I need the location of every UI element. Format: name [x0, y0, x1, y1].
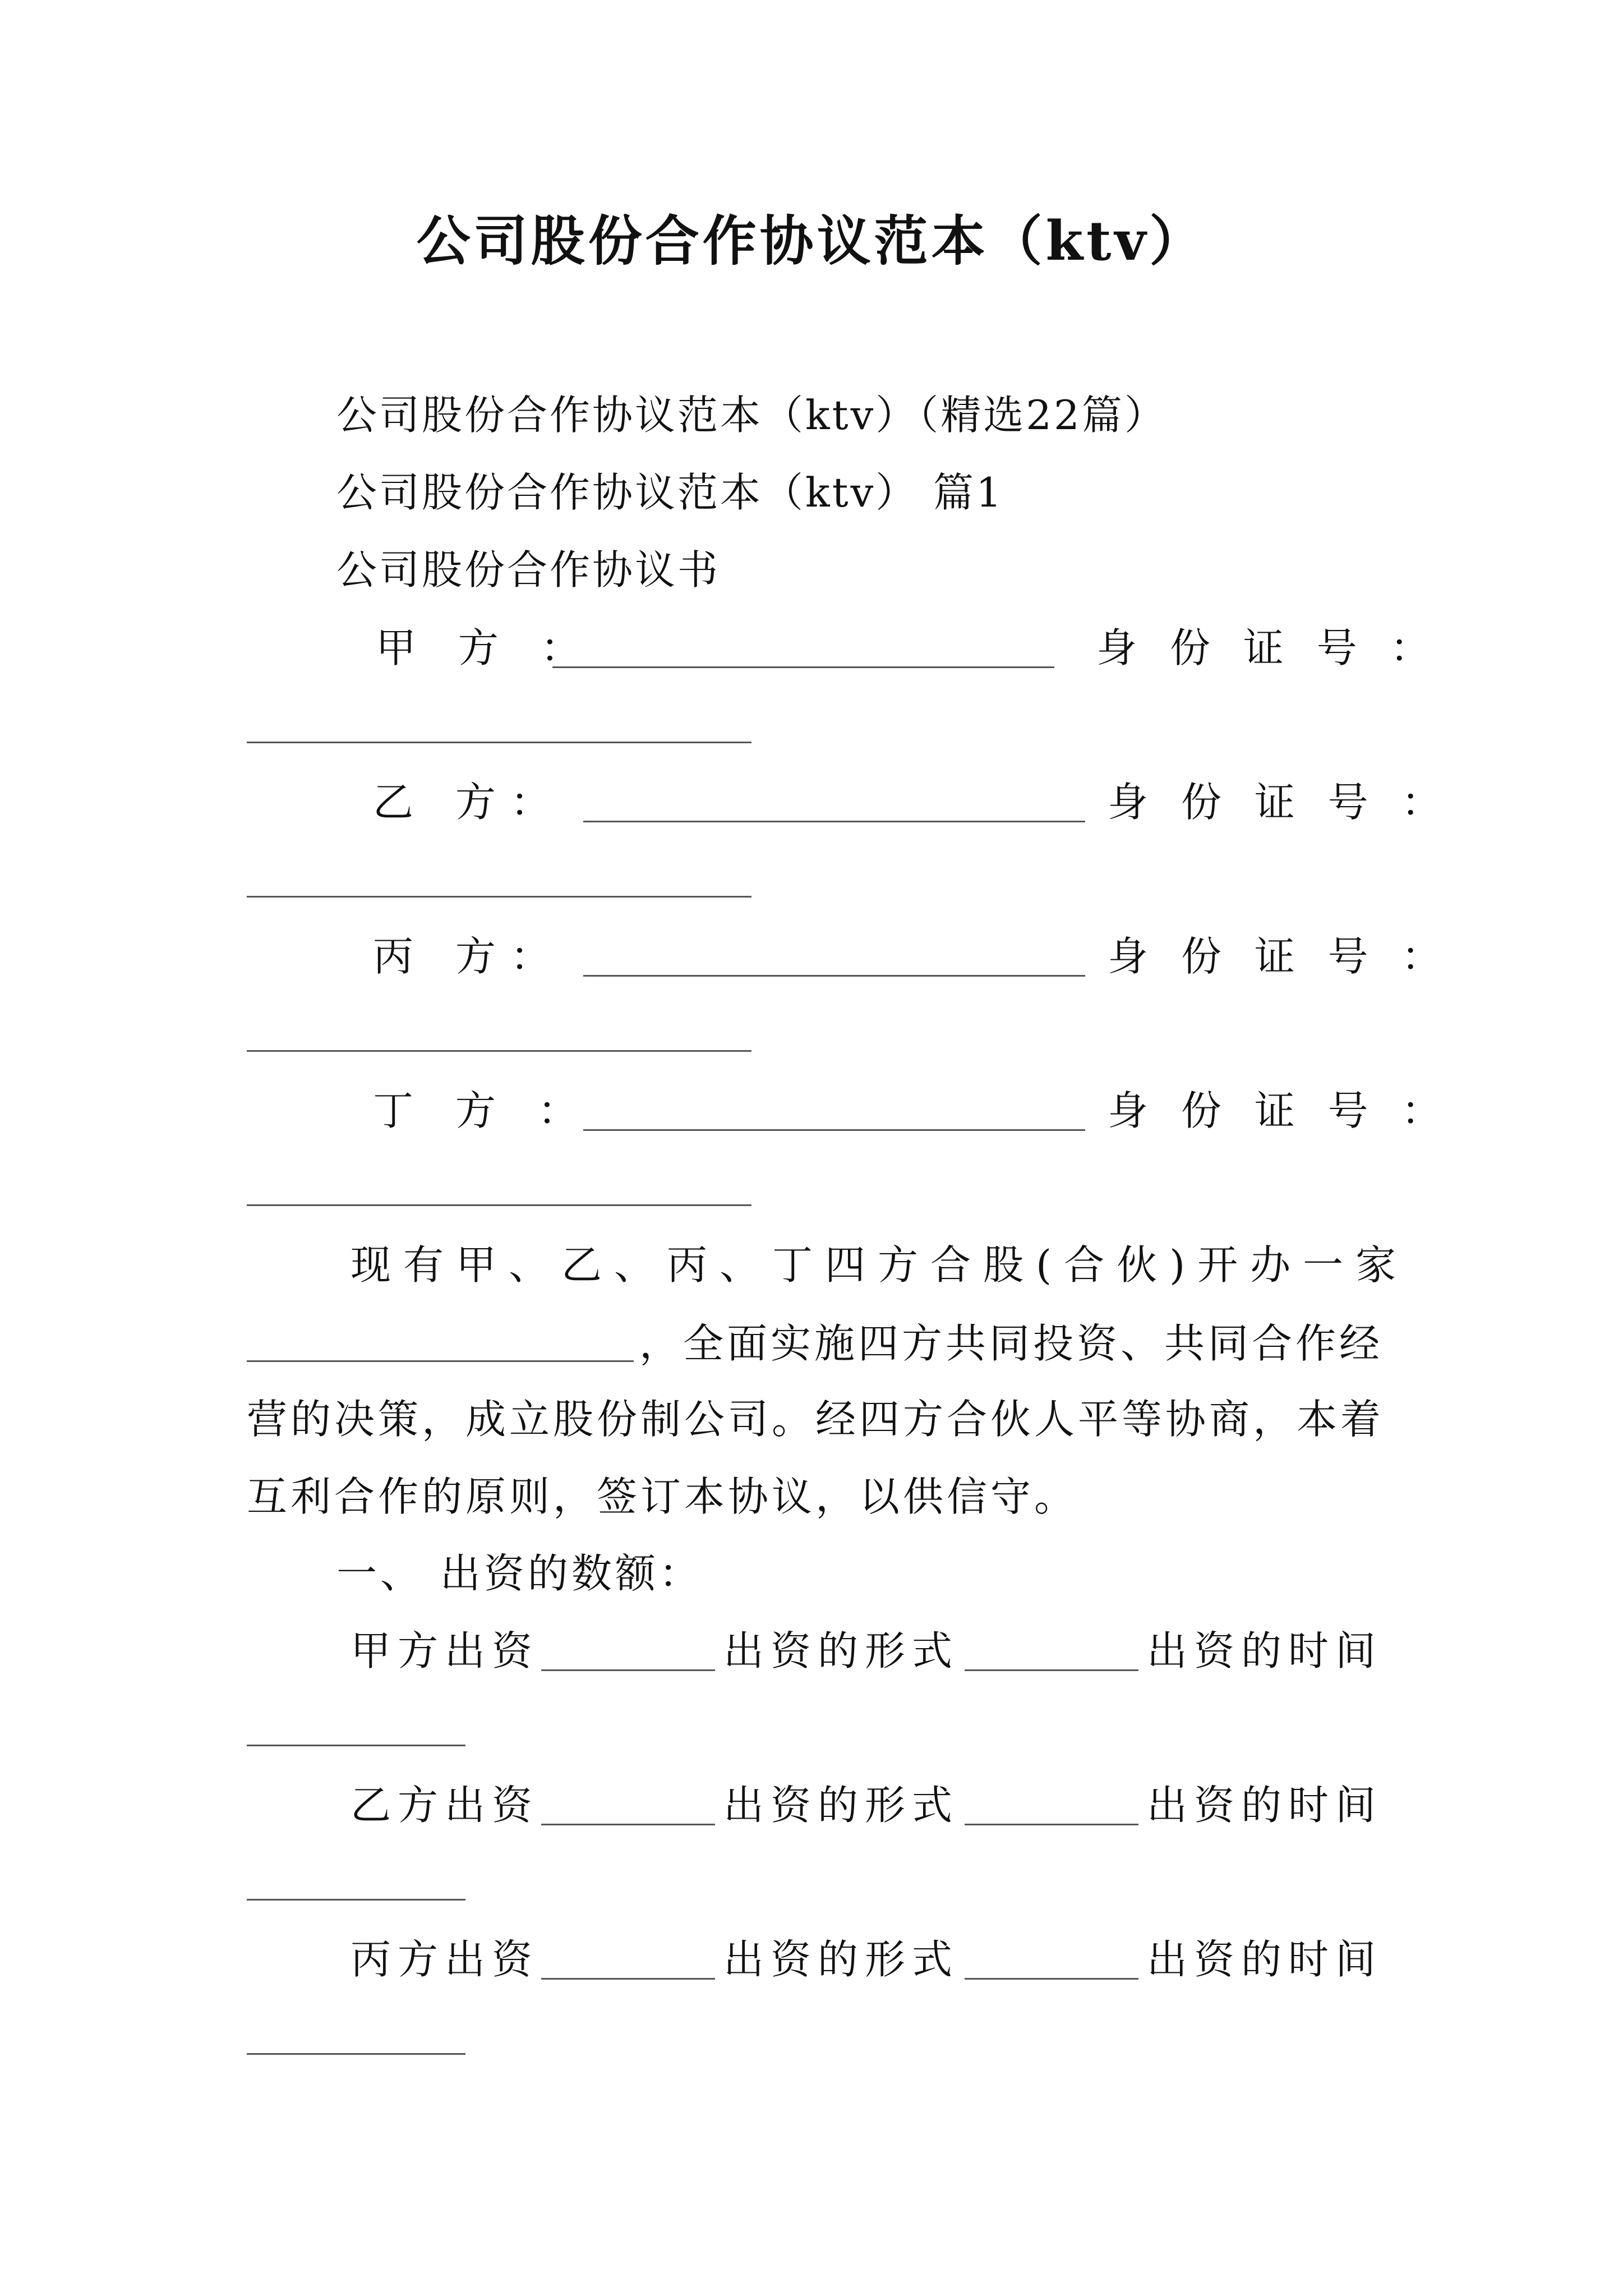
- party-d-id-label: 身 份 证 号 ：: [1108, 1087, 1452, 1134]
- contribution-b-party: 乙方出资: [351, 1782, 540, 1829]
- contribution-c-form: 出资的形式: [723, 1936, 960, 1983]
- contribution-a-amount-blank: [541, 1669, 715, 1671]
- party-c-id-blank: [247, 1050, 751, 1052]
- party-d-label: 丁 方 ：: [373, 1087, 593, 1134]
- intro-line-3: 营的决策，成立股份制公司。经四方合伙人平等协商，本着: [247, 1396, 1385, 1443]
- party-a-id-label: 身 份 证 号 ：: [1096, 624, 1441, 671]
- contribution-c-time: 出资的时间: [1147, 1936, 1383, 1983]
- contribution-c-form-blank: [965, 1978, 1138, 1980]
- party-a-name-blank: [552, 666, 1054, 668]
- party-d-id-blank: [247, 1204, 751, 1206]
- party-b-label: 乙 方：: [373, 779, 565, 826]
- party-c-name-blank: [583, 975, 1085, 977]
- party-b-id-blank: [247, 896, 751, 898]
- contribution-b-time: 出资的时间: [1147, 1782, 1383, 1829]
- company-name-blank: [247, 1360, 634, 1362]
- document-subtitle: 公司股份合作协议范本（ktv）（精选22篇）: [336, 392, 1167, 439]
- contribution-b-amount-blank: [541, 1824, 715, 1825]
- agreement-name: 公司股份合作协议书: [336, 546, 721, 593]
- party-c-label: 丙 方：: [373, 933, 565, 980]
- party-a-label: 甲 方 ：: [376, 624, 596, 671]
- intro-line-4: 互利合作的原则，签订本协议，以供信守。: [247, 1473, 1078, 1520]
- party-c-id-label: 身 份 证 号 ：: [1108, 933, 1452, 980]
- contribution-b-time-blank: [247, 1899, 465, 1901]
- party-b-name-blank: [583, 821, 1085, 822]
- contribution-b-form-blank: [965, 1824, 1138, 1825]
- party-d-name-blank: [583, 1129, 1085, 1131]
- contribution-a-form: 出资的形式: [723, 1627, 960, 1674]
- intro-line-2: ，全面实施四方共同投资、共同合作经: [639, 1320, 1384, 1367]
- contribution-b-form: 出资的形式: [723, 1782, 960, 1829]
- contribution-a-party: 甲方出资: [351, 1627, 540, 1674]
- contribution-a-time: 出资的时间: [1147, 1627, 1383, 1674]
- party-a-id-blank: [247, 742, 751, 743]
- contribution-c-party: 丙方出资: [351, 1936, 540, 1983]
- contribution-c-time-blank: [247, 2053, 465, 2055]
- document-title: 公司股份合作协议范本（ktv）: [416, 209, 1207, 273]
- intro-line-1: 现有甲、乙、丙、丁四方合股(合伙)开办一家: [351, 1241, 1409, 1289]
- party-b-id-label: 身 份 证 号 ：: [1108, 779, 1452, 826]
- section-heading: 公司股份合作协议范本（ktv） 篇1: [336, 469, 1004, 516]
- clause-1-heading: 一、 出资的数额：: [336, 1550, 703, 1597]
- contribution-c-amount-blank: [541, 1978, 715, 1980]
- contribution-a-form-blank: [965, 1669, 1138, 1671]
- contribution-a-time-blank: [247, 1745, 465, 1746]
